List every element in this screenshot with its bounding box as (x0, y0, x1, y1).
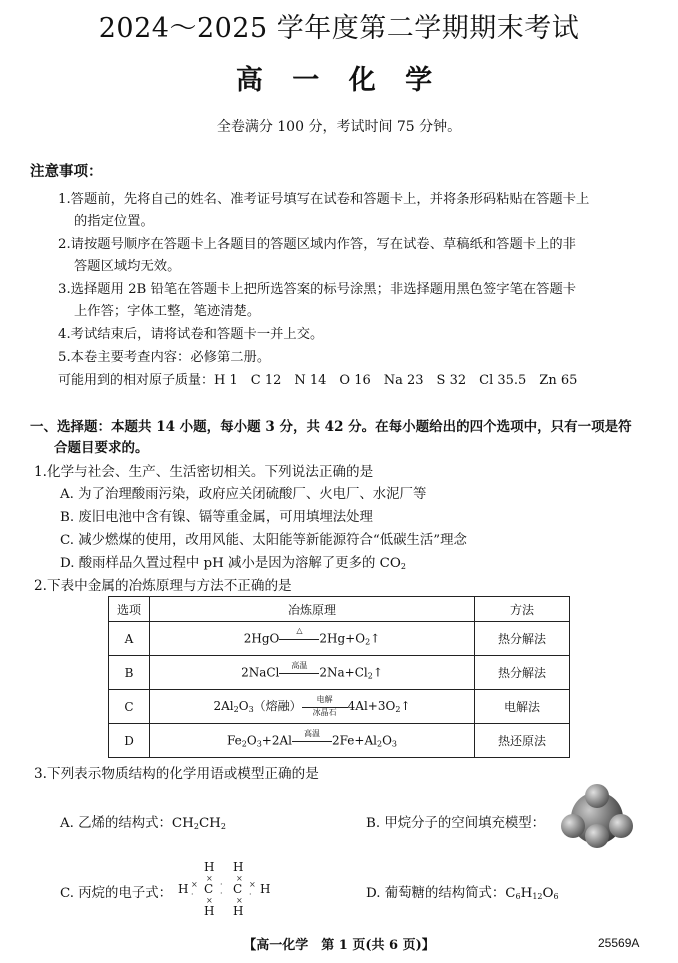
q3-option-b: B. 甲烷分子的空间填充模型： (366, 816, 546, 831)
row-option: D (109, 724, 150, 758)
q1-option-d: D. 酸雨样品久置过程中 pH 减小是因为溶解了更多的 $CO_2$ (60, 556, 406, 571)
row-method: 电解法 (475, 690, 570, 724)
question-2-stem: 2.下表中金属的冶炼原理与方法不正确的是 (34, 578, 292, 594)
question-3-stem: 3.下列表示物质结构的化学用语或模型正确的是 (34, 766, 319, 782)
section-heading-cont: 合题目要求的。 (54, 440, 149, 456)
exam-title: 2024～2025 学年度第二学期期末考试 (98, 13, 580, 44)
notice-item: 2.请按题号顺序在答题卡上各题目的答题区域内作答，写在试卷、草稿纸和答题卡上的非 (58, 237, 576, 252)
row-method: 热分解法 (475, 622, 570, 656)
table-row (109, 690, 570, 724)
notice-heading: 注意事项： (30, 163, 103, 180)
row-option: C (109, 690, 150, 724)
q1-option-b: B. 废旧电池中含有镍、镉等重金属，可用填埋法处理 (60, 510, 373, 525)
row-equation: $2Al_2O_3$（熔融） 电解 冰晶石 $4Al+3O_2↑$ (150, 690, 475, 724)
q3-option-c: C. 丙烷的电子式： (60, 886, 173, 901)
row-equation: 2HgO △ $2Hg+O_2↑$ (150, 622, 475, 656)
table-header: 冶炼原理 (150, 597, 475, 622)
gas-arrow-icon: ↑ (370, 631, 381, 645)
table-header: 选项 (109, 597, 150, 622)
notice-item: 的指定位置。 (74, 214, 154, 229)
row-equation: 2NaCl 高温 $2Na+Cl_2↑$ (150, 656, 475, 690)
exam-info: 全卷满分 100 分，考试时间 75 分钟。 (216, 119, 462, 135)
table-row (109, 724, 570, 758)
row-option: B (109, 656, 150, 690)
notice-item: 3.选择题用 2B 铅笔在答题卡上把所选答案的标号涂黑；非选择题用黑色签字笔在答题卡 (58, 282, 577, 297)
gas-arrow-icon: ↑ (400, 699, 411, 714)
notice-item: 4.考试结束后，请将试卷和答题卡一并上交。 (58, 327, 324, 342)
table-header-row (109, 597, 570, 622)
question-1-stem: 1.化学与社会、生产、生活密切相关。下列说法正确的是 (34, 464, 374, 480)
methane-model-icon (556, 780, 638, 856)
row-method: 热还原法 (475, 724, 570, 758)
page-footer: 【高一化学 第 1 页(共 6 页)】 (243, 938, 435, 953)
row-method: 热分解法 (475, 656, 570, 690)
exam-code: 25569A (598, 936, 640, 950)
table-row (109, 656, 570, 690)
notice-item: 1.答题前，先将自己的姓名、准考证号填写在试卷和答题卡上，并将条形码粘贴在答题卡上 (58, 192, 590, 207)
row-option: A (109, 622, 150, 656)
smelting-table (108, 596, 570, 758)
subject-title: 高 一 化 学 (235, 65, 443, 96)
q3-option-a: A. 乙烯的结构式：$CH_2CH_2$ (60, 816, 226, 831)
row-equation: $Fe_2O_3+2Al$ 高温 $2Fe+Al_2O_3$ (150, 724, 475, 758)
q3-option-d: D. 葡萄糖的结构简式：$C_6H_{12}O_6$ (366, 886, 559, 901)
q1-option-a: A. 为了治理酸雨污染，政府应关闭硫酸厂、火电厂、水泥厂等 (60, 487, 427, 502)
table-header: 方法 (475, 597, 570, 622)
propane-electron-formula: H H C H H C H H × · × × · · × × × · (178, 860, 271, 918)
table-row (109, 622, 570, 656)
gas-arrow-icon: ↑ (372, 665, 383, 679)
notice-item: 上作答；字体工整，笔迹清楚。 (74, 304, 261, 319)
section-heading: 一、选择题：本题共 14 小题，每小题 3 分，共 42 分。在每小题给出的四个选项中，只有一项是符 (30, 419, 632, 435)
notice-item: 答题区域均无效。 (74, 259, 181, 274)
atomic-mass-line: 可能用到的相对原子质量：H 1 C 12 N 14 O 16 Na 23 S 32 Cl 35.5 Zn 65 (58, 373, 578, 388)
q1-option-c: C. 减少燃煤的使用，改用风能、太阳能等新能源符合“低碳生活”理念 (60, 533, 467, 548)
notice-item: 5.本卷主要考查内容：必修第二册。 (58, 350, 271, 365)
